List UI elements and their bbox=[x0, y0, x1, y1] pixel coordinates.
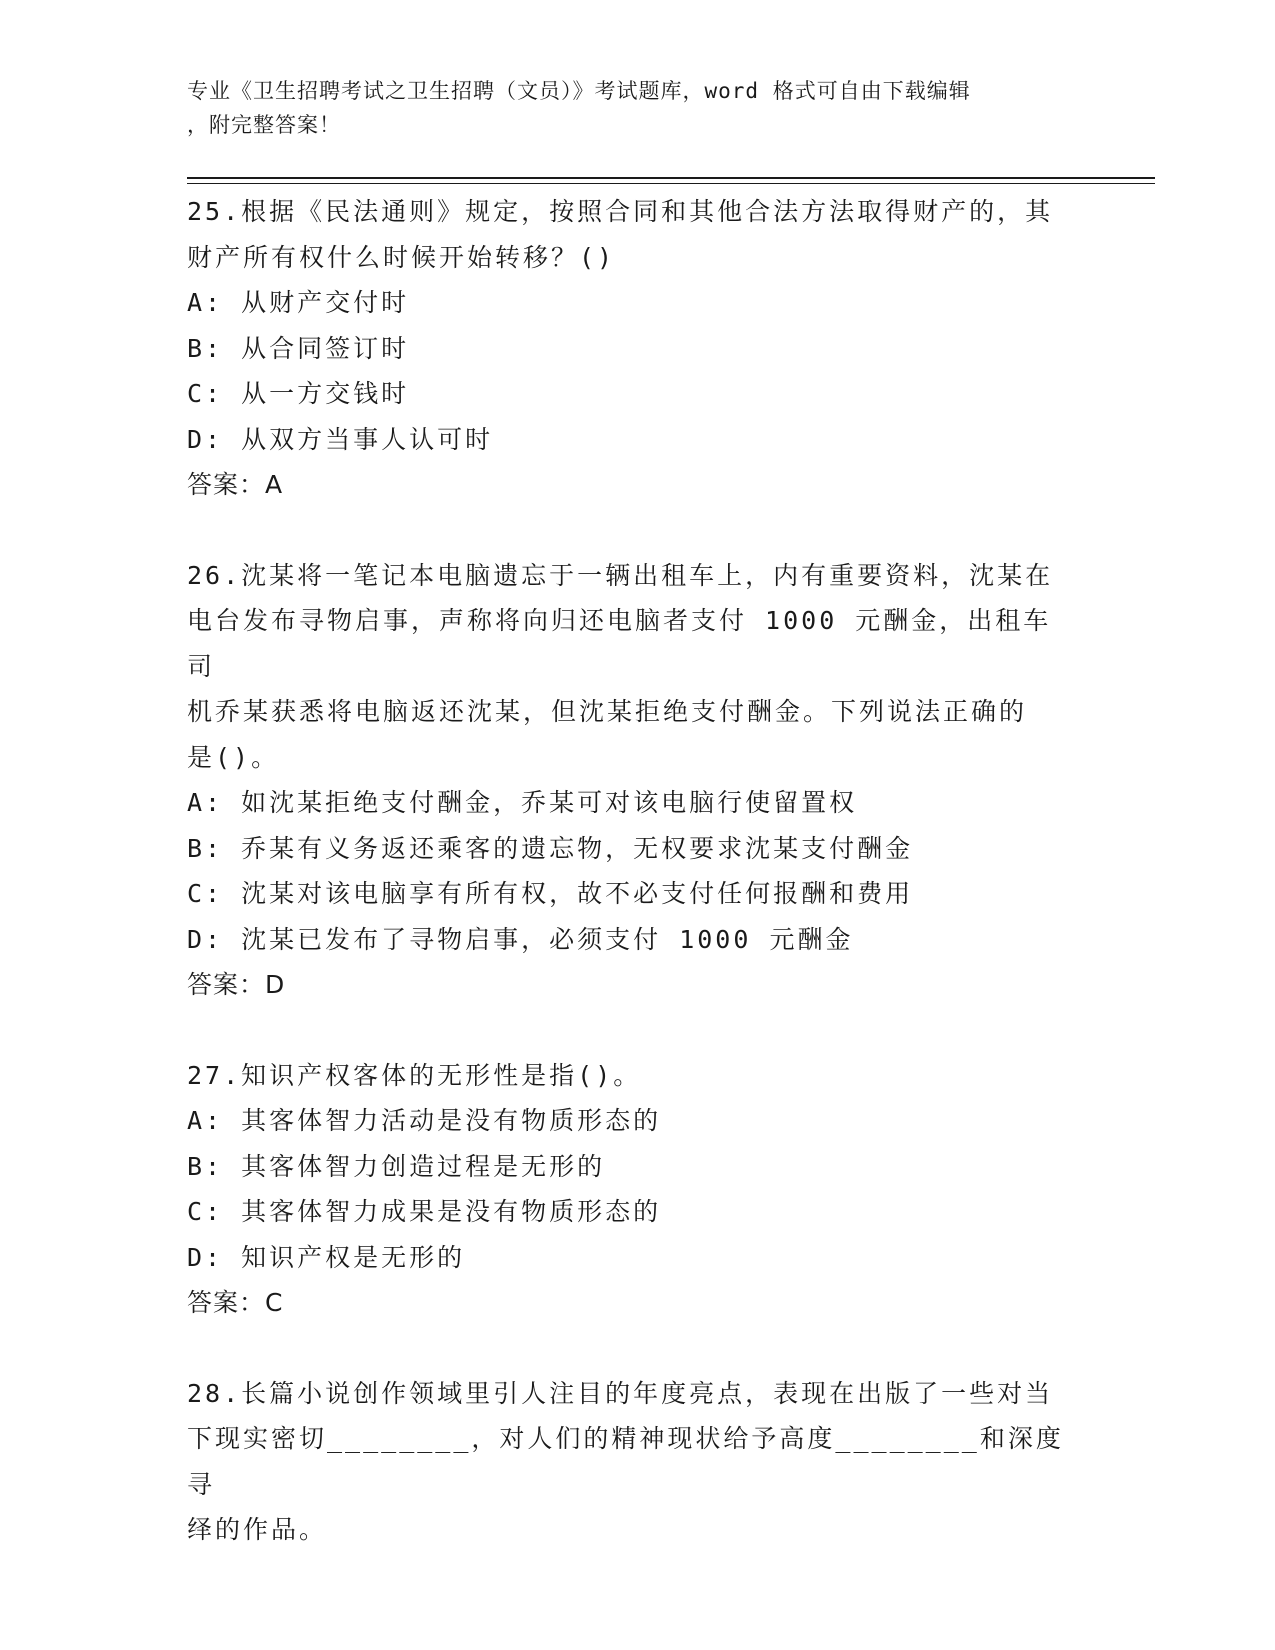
question-27 bbox=[187, 1053, 1067, 1326]
question-stem-line: 26.沈某将一笔记本电脑遗忘于一辆出租车上，内有重要资料，沈某在 bbox=[187, 560, 1054, 590]
option-a: A: 如沈某拒绝支付酬金，乔某可对该电脑行使留置权 bbox=[187, 788, 858, 817]
question-spacer bbox=[187, 1008, 1067, 1053]
question-stem-line: 28.长篇小说创作领域里引人注目的年度亮点，表现在出版了一些对当 bbox=[187, 1378, 1054, 1408]
option-a: A: 其客体智力活动是没有物质形态的 bbox=[187, 1106, 662, 1135]
question-spacer bbox=[187, 1326, 1067, 1371]
answer-label: 答案：C bbox=[187, 1288, 284, 1317]
option-c: C: 从一方交钱时 bbox=[187, 379, 410, 408]
question-stem-line: 是()。 bbox=[187, 742, 280, 772]
option-d: D: 从双方当事人认可时 bbox=[187, 424, 494, 454]
header-divider-thin bbox=[187, 183, 1155, 184]
header-line-2: ，附完整答案！ bbox=[187, 113, 341, 137]
header-divider-thick bbox=[187, 177, 1155, 179]
option-b: B: 其客体智力创造过程是无形的 bbox=[187, 1151, 606, 1181]
question-stem-line: 财产所有权什么时候开始转移？() bbox=[187, 242, 616, 272]
answer-label: 答案：D bbox=[187, 970, 286, 999]
question-spacer bbox=[187, 508, 1067, 553]
question-stem-line: 机乔某获悉将电脑返还沈某，但沈某拒绝支付酬金。下列说法正确的 bbox=[187, 697, 1028, 726]
option-b: B: 乔某有义务返还乘客的遗忘物，无权要求沈某支付酬金 bbox=[187, 833, 914, 863]
answer-label: 答案：A bbox=[187, 470, 284, 499]
header-line-1: 专业《卫生招聘考试之卫生招聘（文员）》考试题库，word 格式可自由下载编辑 bbox=[187, 79, 971, 103]
question-stem-line: 27.知识产权客体的无形性是指()。 bbox=[187, 1060, 642, 1090]
question-28 bbox=[187, 1371, 1067, 1553]
question-stem-line: 绎的作品。 bbox=[187, 1515, 328, 1544]
question-stem-line: 下现实密切________，对人们的精神现状给予高度________和深度寻 bbox=[187, 1424, 1064, 1499]
option-d: D: 沈某已发布了寻物启事，必须支付 1000 元酬金 bbox=[187, 924, 854, 954]
option-c: C: 沈某对该电脑享有所有权，故不必支付任何报酬和费用 bbox=[187, 879, 914, 908]
question-26 bbox=[187, 553, 1067, 1008]
question-stem-line: 25.根据《民法通则》规定，按照合同和其他合法方法取得财产的，其 bbox=[187, 197, 1054, 226]
option-b: B: 从合同签订时 bbox=[187, 333, 410, 363]
question-stem-line: 电台发布寻物启事，声称将向归还电脑者支付 1000 元酬金，出租车司 bbox=[187, 606, 1052, 681]
option-a: A: 从财产交付时 bbox=[187, 288, 410, 317]
option-d: D: 知识产权是无形的 bbox=[187, 1242, 466, 1272]
document-header bbox=[187, 74, 1067, 142]
question-list bbox=[187, 189, 1067, 1553]
question-25 bbox=[187, 189, 1067, 508]
option-c: C: 其客体智力成果是没有物质形态的 bbox=[187, 1197, 662, 1226]
